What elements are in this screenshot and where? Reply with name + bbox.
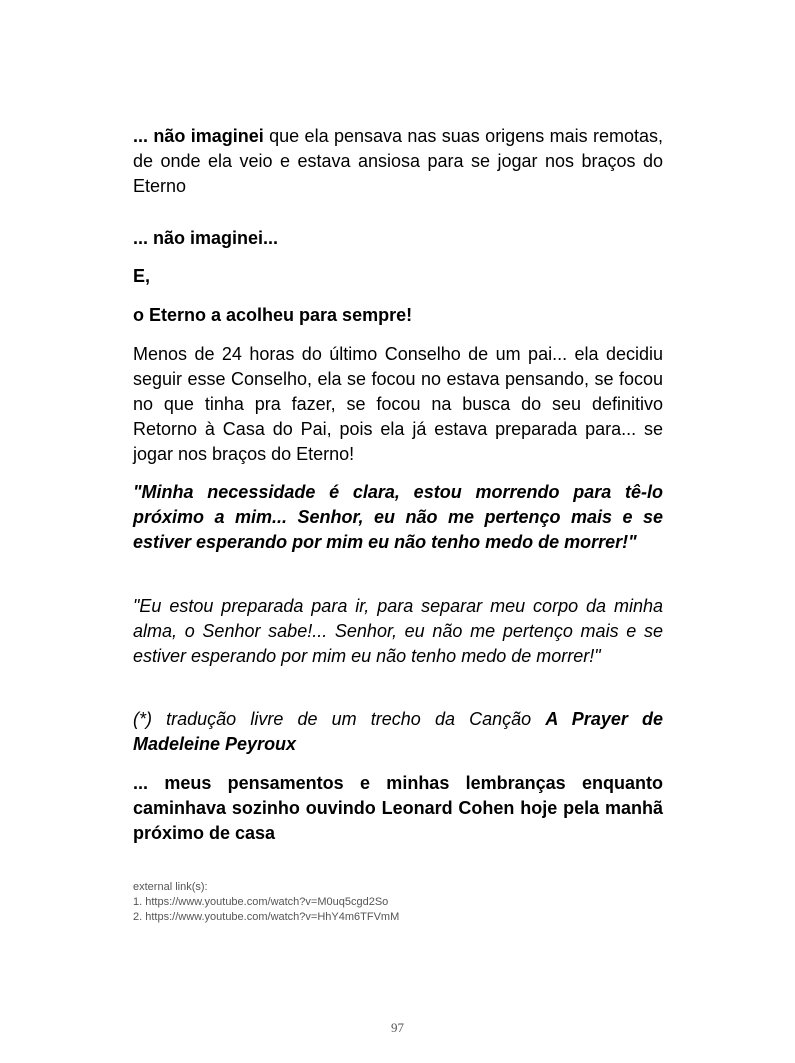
paragraph-6	[133, 480, 663, 555]
paragraph-1-text: que ela pensava nas suas origens mais remotas, de onde ela veio e estava ansiosa para se jogar nos braços do Eterno	[133, 126, 663, 196]
paragraph-2	[133, 226, 663, 251]
paragraph-3-text: E,	[133, 266, 151, 286]
paragraph-9-text: ... meus pensamentos e minhas lembranças enquanto caminhava sozinho ouvindo Leonard Cohen hoje pela manhã próximo de casa	[133, 773, 663, 843]
page-number: 97	[391, 1020, 404, 1035]
paragraph-1-bold: ... não imaginei	[133, 126, 264, 146]
paragraph-2-text: ... não imaginei...	[133, 228, 279, 248]
paragraph-7	[133, 594, 663, 669]
external-links	[133, 880, 399, 925]
paragraph-8-bold: A Prayer de Madeleine Peyroux	[133, 709, 664, 754]
external-links-heading: external link(s):	[133, 881, 208, 893]
paragraph-1	[133, 124, 663, 199]
external-link-1[interactable]: 1. https://www.youtube.com/watch?v=M0uq5cgd2So	[133, 896, 389, 908]
paragraph-4	[133, 303, 663, 328]
paragraph-7-text: "Eu estou preparada para ir, para separar meu corpo da minha alma, o Senhor sabe!... Senhor, eu não me pertenço mais e se estiver esperando por mim eu não tenho medo de morrer!"	[133, 596, 663, 666]
paragraph-8-italic: (*) tradução livre de um trecho da Canção	[133, 709, 546, 729]
paragraph-9	[133, 771, 663, 846]
paragraph-6-text: "Minha necessidade é clara, estou morrendo para tê-lo próximo a mim... Senhor, eu não me pertenço mais e se estiver esperando por mim eu não tenho medo de morrer!"	[133, 482, 663, 552]
paragraph-3	[133, 264, 663, 289]
paragraph-5-text: Menos de 24 horas do último Conselho de um pai... ela decidiu seguir esse Conselho, ela se focou no estava pensando, se focou no que tinha pra fazer, se focou na busca do seu definitivo Retorno à Casa do Pai, pois ela já estava preparada para... se jogar nos braços do Eterno!	[133, 344, 663, 464]
paragraph-5	[133, 342, 663, 467]
paragraph-4-text: o Eterno a acolheu para sempre!	[133, 305, 413, 325]
paragraph-8	[133, 707, 663, 757]
external-link-2[interactable]: 2. https://www.youtube.com/watch?v=HhY4m6TFVmM	[133, 911, 400, 923]
